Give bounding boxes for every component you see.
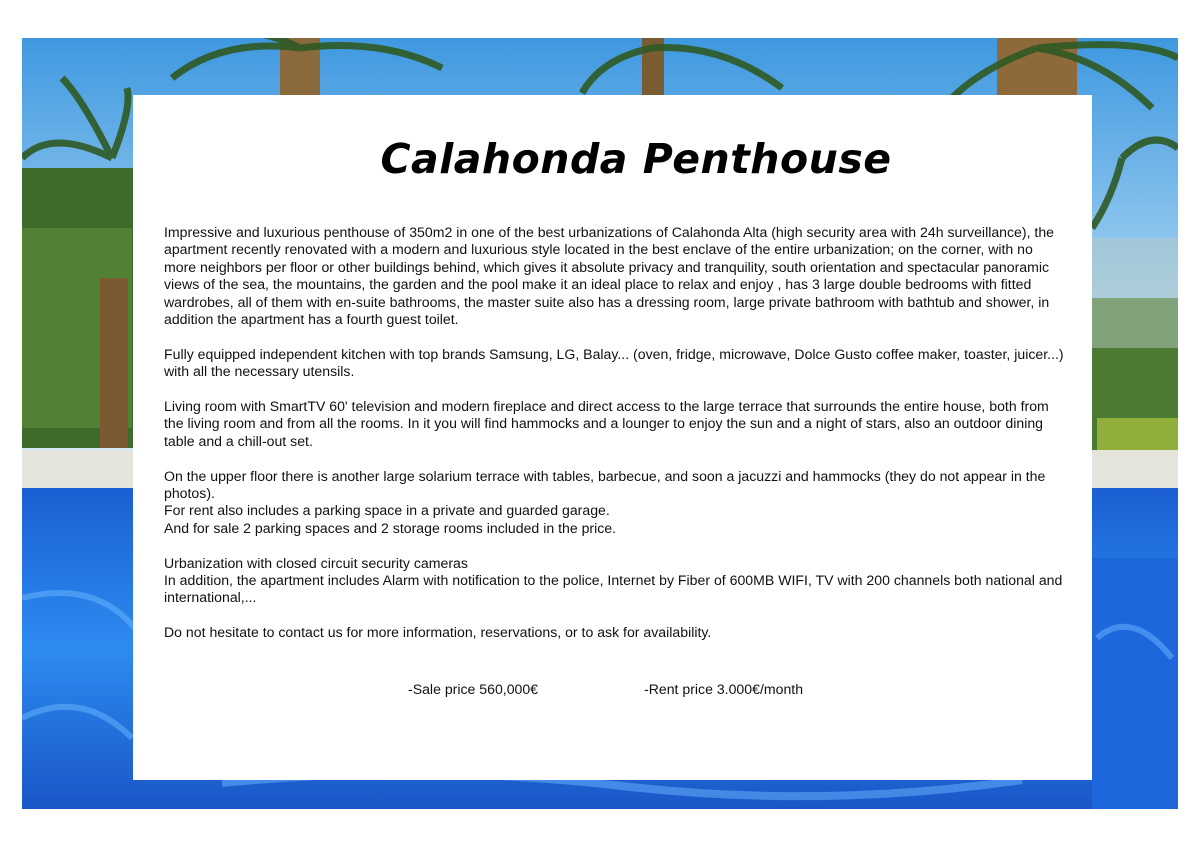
page-title: Calahonda Penthouse — [380, 135, 892, 183]
paragraph-line: Do not hesitate to contact us for more information, reservations, or to ask for availability. — [164, 624, 712, 641]
paragraph-line: Fully equipped independent kitchen with top brands Samsung, LG, Balay... (oven, fridge, microwave, Dolce Gusto coffee maker, toaster, juicer...) with all the necessary utensils. — [164, 345, 1064, 380]
rent-price: -Rent price 3.000€/month — [644, 681, 804, 697]
paragraph-line: Urbanization with closed circuit security cameras — [164, 554, 468, 571]
sale-price: -Sale price 560,000€ — [408, 681, 539, 697]
paragraph-contact — [164, 624, 1064, 641]
paragraph-upper-floor — [164, 468, 1064, 538]
paragraph-kitchen — [164, 346, 1064, 381]
paragraph-line: Living room with SmartTV 60' television and modern fireplace and direct access to the large terrace that surrounds the entire house, both from the living room and from all the rooms. In it you will find hammocks and a lounger to enjoy the sun and a night of stars, also an outdoor dining table and a chill-out set. — [164, 398, 1049, 449]
description-body — [164, 224, 1064, 659]
paragraph-line: And for sale 2 parking spaces and 2 storage rooms included in the price. — [164, 519, 617, 536]
paragraph-line: In addition, the apartment includes Alarm with notification to the police, Internet by Fiber of 600MB WIFI, TV with 200 channels both national and international,... — [164, 572, 1063, 606]
paragraph-living-room — [164, 398, 1064, 450]
paragraph-line: For rent also includes a parking space in a private and guarded garage. — [164, 502, 610, 519]
paragraph-security — [164, 555, 1064, 607]
paragraph-line: On the upper floor there is another large solarium terrace with tables, barbecue, and soon a jacuzzi and hammocks (they do not appear in the photos). — [164, 467, 1046, 502]
paragraph-line: Impressive and luxurious penthouse of 350m2 in one of the best urbanizations of Calahonda Alta (high security area with 24h surveillance), the apartment recently renovated with a modern and luxurious style located in the best enclave of the entire urbanization; on the corner, with no more neighbors per floor or other buildings behind, which gives it absolute privacy and tranquility, south orientation and spectacular panoramic views of the sea, the mountains, the garden and the pool make it an ideal place to relax and enjoy , has 3 large double bedrooms with fitted wardrobes, all of them with en-suite bathrooms, the master suite also has a dressing room, large private bathroom with bathtub and shower, in addition the apartment has a fourth guest toilet. — [164, 224, 1055, 328]
paragraph-overview — [164, 224, 1064, 328]
